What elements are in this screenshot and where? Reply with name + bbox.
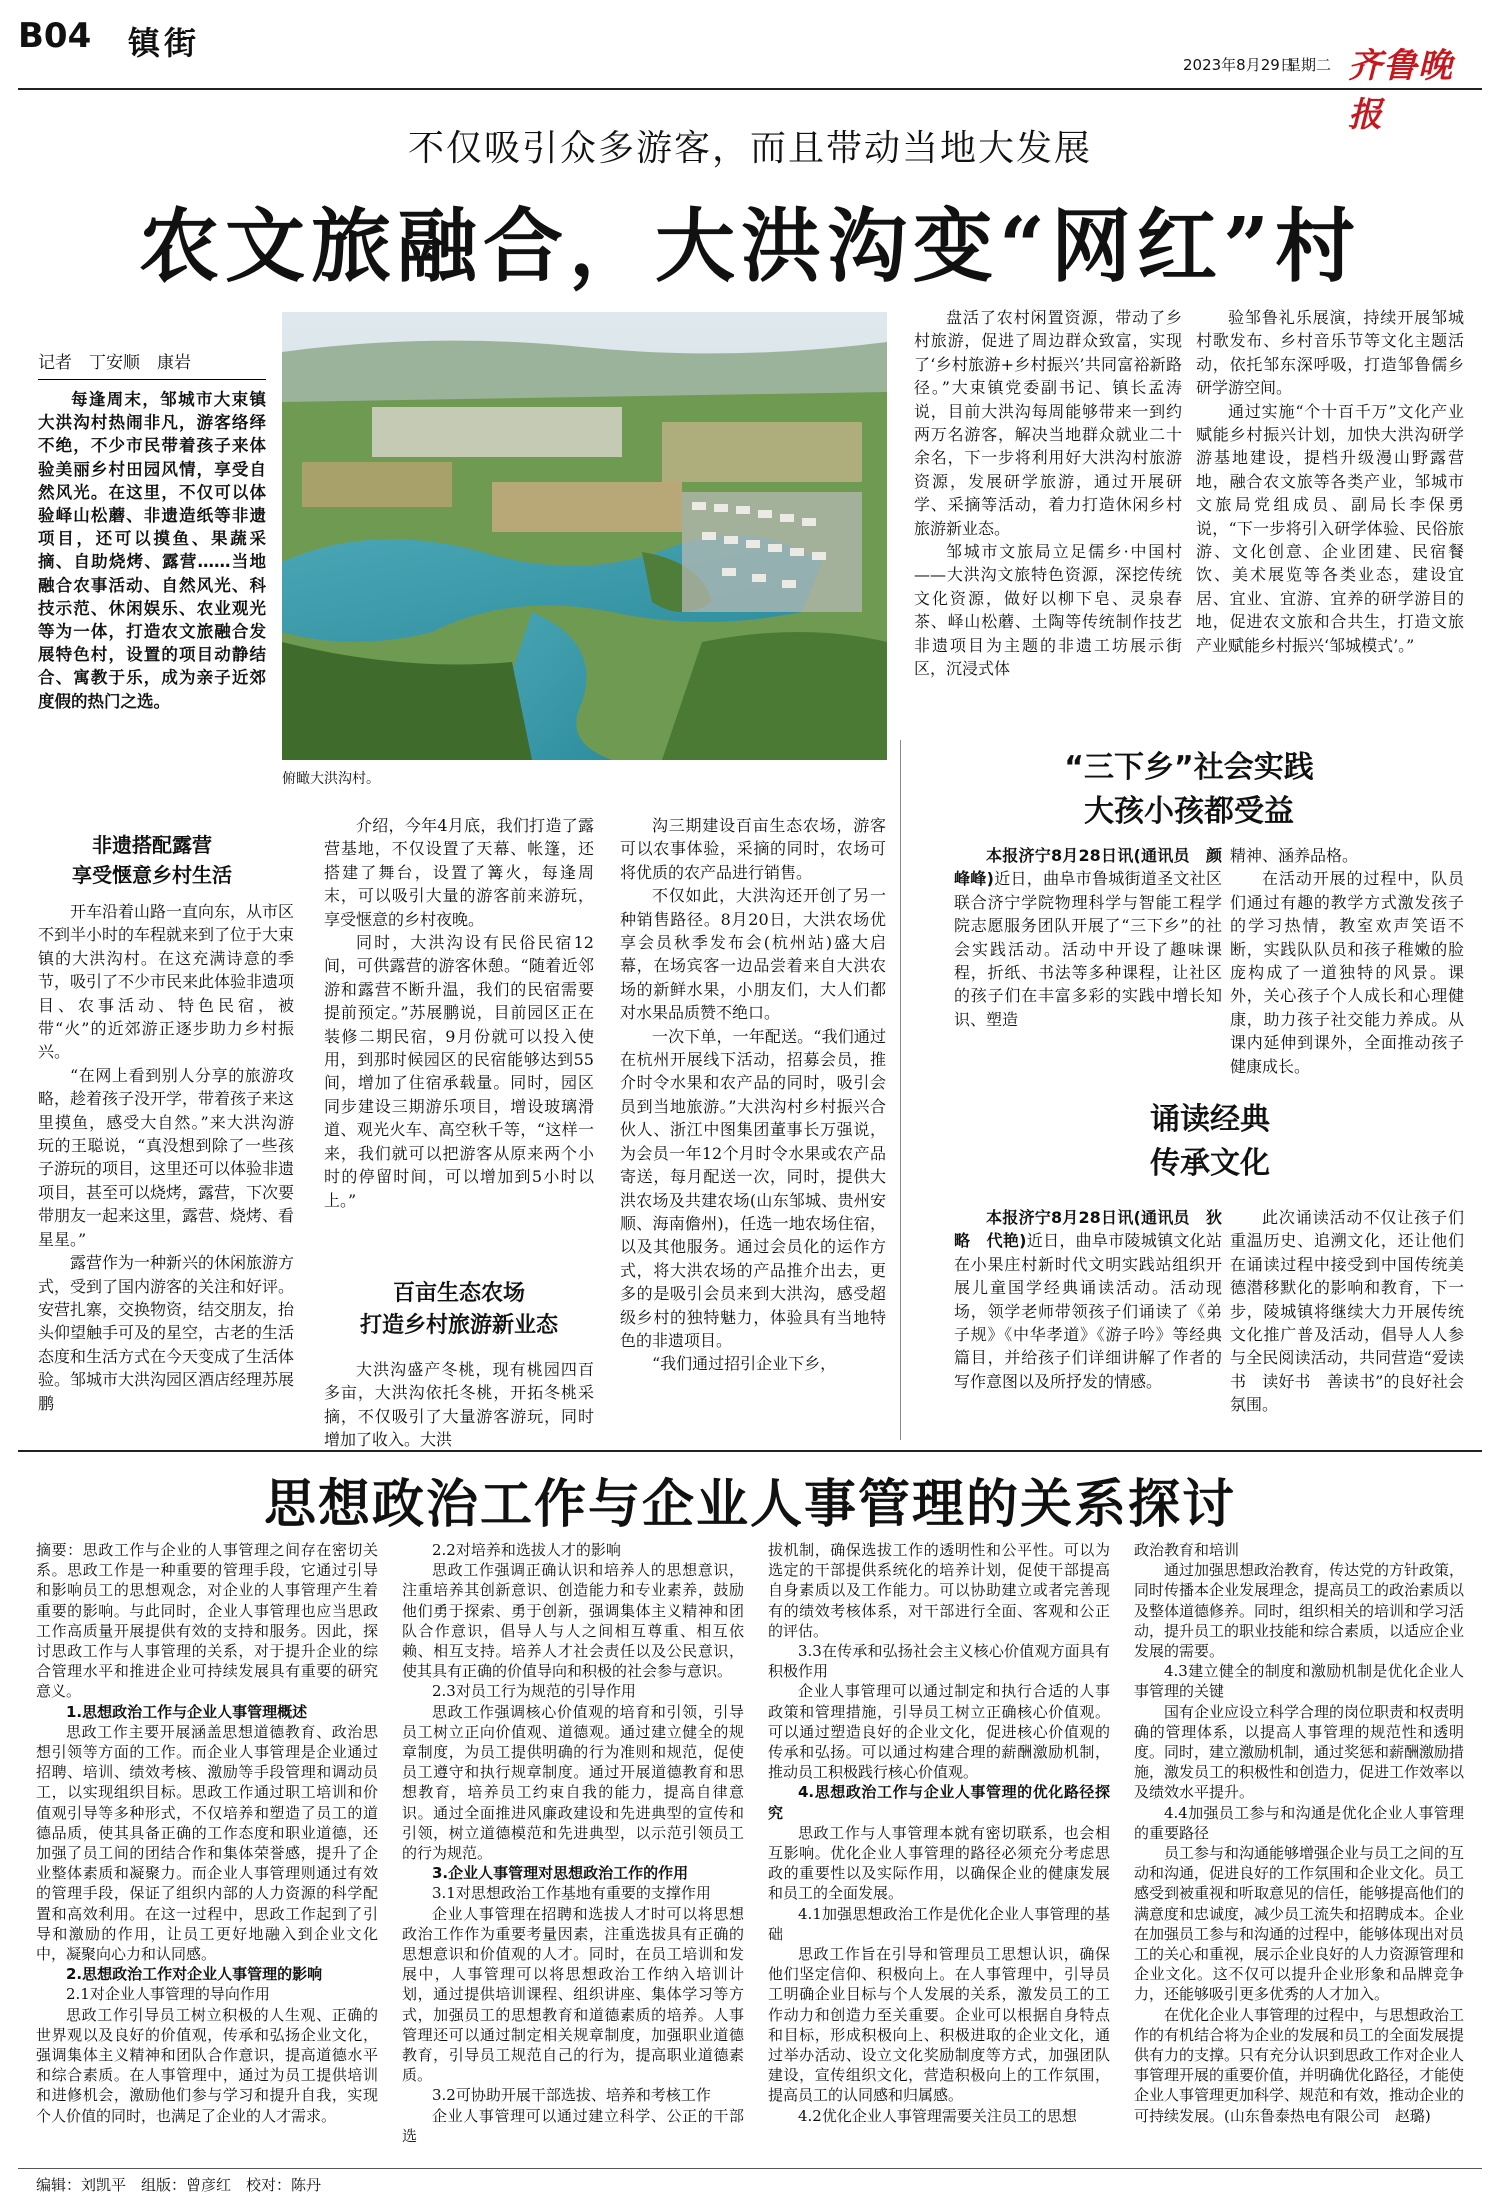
lead-column-3 — [620, 814, 886, 1438]
story3-title-line: 传承文化 — [1150, 1146, 1270, 1181]
essay-column-1 — [36, 1540, 378, 2170]
paragraph: 国有企业应设立科学合理的岗位职责和权责明确的管理体系，以提高人事管理的规范性和透明度。同时，建立激励机制，通过奖惩和薪酬激励措施，激发员工的积极性和创造力，促进工作效率以及绩效水平提升。 — [1134, 1702, 1465, 1802]
paragraph: 思政工作主要开展涵盖思想道德教育、政治思想引领等方面的工作。而企业人事管理是企业通过招聘、培训、绩效考核、激励等手段管理和调动员工，以实现组织目标。思政工作通过职工培训和价值观引导等多种形式，不仅培养和塑造了员工的道德品质，使其具备正确的工作态度和职业道德，还加强了员工间的团结合作和集体荣誉感，提升了企业整体素质和凝聚力。而企业人事管理则通过有效的管理手段，保证了组织内部的人力资源的科学配置和高效利用。在这一过程中，思政工作起到了引导和激励的作用，让员工更好地融入到企业文化中，凝聚向心力和认同感。 — [36, 1722, 378, 1964]
paragraph: 思政工作强调核心价值观的培育和引领，引导员工树立正向价值观、道德观。通过建立健全的规章制度，为员工提供明确的行为准则和规范，促使员工遵守和执行规章制度。通过开展道德教育和思想教育，培养员工约束自我的能力，提高自律意识。通过全面推进风廉政建设和先进典型的宣传和引领，树立道德模范和先进典型，以示范引领员工的行为规范。 — [402, 1702, 744, 1863]
essay-column-4 — [1134, 1540, 1464, 2170]
paragraph: 企业人事管理可以通过建立科学、公正的干部选 — [402, 2106, 744, 2145]
byline: 记者 丁安顺 康岩 — [38, 348, 266, 380]
essay-subheading: 4.2优化企业人事管理需要关注员工的思想 — [798, 2106, 1077, 2125]
issue-weekday: 星期二 — [1286, 56, 1332, 74]
photo-caption: 俯瞰大洪沟村。 — [282, 771, 380, 787]
aerial-photo-illustration — [282, 312, 887, 760]
essay-heading: 3.企业人事管理对思想政治工作的作用 — [432, 1864, 689, 1883]
story2-title-line: “三下乡”社会实践 — [1064, 750, 1314, 785]
essay-title: 思想政治工作与企业人事管理的关系探讨 — [263, 1474, 1236, 1535]
subhead-camping — [38, 830, 266, 890]
lead-column-top-a — [914, 306, 1182, 706]
paragraph: 通过实施“个十百千万”文化产业赋能乡村振兴计划，加快大洪沟研学游基地建设，提档升级漫山野露营地，融合农文旅等各类产业，邹城市文旅局党组成员、副局长李保勇说，“下一步将引入研学体验、民俗旅游、文化创意、企业团建、民宿餐饮、美术展览等各类业态，建设宜居、宜业、宜游、宜养的研学游目的地，促进农文旅和合共生，打造文旅产业赋能乡村振兴‘邹城模式’。” — [1196, 401, 1464, 655]
paragraph: 在活动开展的过程中，队员们通过有趣的教学方式激发孩子的学习热情，教室欢声笑语不断，实践队队员和孩子稚嫩的脸庞构成了一道独特的风景。课外，关心孩子个人成长和心理健康，助力孩子社交能力养成。从课内延伸到课外，全面推动孩子健康成长。 — [1230, 869, 1464, 1076]
paragraph: 在优化企业人事管理的过程中，与思想政治工作的有机结合将为企业的发展和员工的全面发展提供有力的支撑。只有充分认识到思政工作对企业人事管理开展的重要价值，并明确优化路径，才能使企业人事管理更加科学、规范和有效，推动企业的可持续发展。(山东鲁泰热电有限公司 赵璐) — [1134, 2005, 1465, 2125]
paragraph: 精神、涵养品格。 — [1230, 846, 1359, 865]
lead-subtitle: 不仅吸引众多游客，而且带动当地大发展 — [407, 128, 1092, 169]
paragraph: 近日，曲阜市陵城镇文化站在小果庄村新时代文明实践站组织开展儿童国学经典诵读活动。活动现场，领学老师带领孩子们诵读了《弟子规》《中华孝道》《游子吟》等经典篇目，并给孩子们详细讲解了作者的写作意图以及所抒发的情感。 — [954, 1231, 1222, 1391]
essay-heading: 1.思想政治工作与企业人事管理概述 — [66, 1702, 308, 1721]
lead-column-2b — [324, 1358, 594, 1450]
abstract: 摘要：思政工作与企业的人事管理之间存在密切关系。思政工作是一种重要的管理手段，它通过引导和影响员工的思想观念，对企业的人事管理产生着重要的影响。与此同时，企业人事管理也应当思政工作高质量开展提供有效的支持和服务。因此，探讨思政工作与人事管理的关系，对于提升企业的综合管理水平和推进企业可持续发展具有重要的研究意义。 — [36, 1541, 378, 1701]
paragraph: 此次诵读活动不仅让孩子们重温历史、追溯文化，还让他们在诵读过程中接受到中国传统美德潜移默化的影响和教育，下一步，陵城镇将继续大力开展传统文化推广普及活动，倡导人人参与全民阅读活动，共同营造“爱读书 读好书 善读书”的良好社会氛围。 — [1230, 1208, 1464, 1415]
essay-heading: 2.思想政治工作对企业人事管理的影响 — [66, 1965, 323, 1984]
dateline: 本报济宁8月28日讯(通讯员 狄略 代艳) — [954, 1208, 1222, 1251]
essay-subheading: 3.1对思想政治工作基地有重要的支撑作用 — [432, 1884, 711, 1903]
story2-title — [914, 746, 1464, 834]
section-divider — [18, 1450, 1482, 1452]
essay-column-2 — [402, 1540, 744, 2170]
subhead-farm — [324, 1278, 594, 1342]
essay-subheading: 3.3在传承和弘扬社会主义核心价值观方面具有积极作用 — [768, 1642, 1110, 1681]
story2-column-a — [954, 844, 1222, 1092]
essay-subheading: 政治教育和培训 — [1134, 1541, 1240, 1559]
subhead-line: 非遗搭配露营 — [92, 833, 212, 857]
essay-subheading: 4.3建立健全的制度和激励机制是优化企业人事管理的关键 — [1134, 1662, 1464, 1701]
essay-subheading: 2.3对员工行为规范的引导作用 — [432, 1682, 636, 1701]
lead-column-2 — [324, 814, 594, 1254]
paragraph: 大洪沟盛产冬桃，现有桃园四百多亩，大洪沟依托冬桃，开拓冬桃采摘，不仅吸引了大量游客游玩，同时增加了收入。大洪 — [324, 1360, 594, 1450]
story3-column-b — [1230, 1206, 1464, 1440]
village-aerial-photo — [282, 312, 887, 760]
essay-subheading: 2.1对企业人事管理的导向作用 — [66, 1985, 270, 2004]
paragraph: “我们通过招引企业下乡， — [652, 1354, 837, 1374]
paragraph: 盘活了农村闲置资源，带动了乡村旅游，促进了周边群众致富，实现了‘乡村旅游+乡村振兴’共同富裕新路径。”大束镇党委副书记、镇长孟涛说，目前大洪沟每周能够带来一到约两万名游客，解决当地群众就业二十余名，下一步将利用好大洪沟村旅游资源，发展研学旅游，通过开展研学、采摘等活动，着力打造休闲乡村旅游新业态。 — [914, 308, 1182, 538]
dateline: 本报济宁8月28日讯(通讯员 颜峰峰) — [954, 846, 1222, 889]
paragraph: “在网上看到别人分享的旅游攻略，趁着孩子没开学，带着孩子来这里摸鱼，感受大自然。”来大洪沟游玩的王聪说，“真没想到除了一些孩子游玩的项目，这里还可以体验非遗项目，甚至可以烧烤，露营，下次要带朋友一起来这里，露营、烧烤、看星星。” — [38, 1065, 295, 1249]
story3-title — [1090, 1098, 1330, 1186]
section-name: 镇街 — [128, 24, 201, 62]
paragraph: 介绍，今年4月底，我们打造了露营基地，不仅设置了天幕、帐篷，还搭建了舞台，设置了篝火，每逢周末，可以吸引大量的游客前来游玩，享受惬意的乡村夜晚。 — [324, 816, 594, 929]
lead-title: 农文旅融合，大洪沟变“网红”村 — [138, 199, 1362, 293]
paragraph: 露营作为一种新兴的休闲旅游方式，受到了国内游客的关注和好评。安营扎寨，交换物资，结交朋友，抬头仰望触手可及的星空，古老的生活态度和生活方式在今天变成了生活体验。邹城市大洪沟园区酒店经理苏展鹏 — [38, 1253, 295, 1413]
paragraph: 邹城市文旅局立足儒乡·中国村——大洪沟文旅特色资源，深挖传统文化资源，做好以柳下皂、灵泉春茶、峄山松蘑、土陶等传统制作技艺非遗项目为主题的非遗工坊展示街区，沉浸式体 — [914, 542, 1182, 679]
lead-intro — [38, 388, 266, 758]
paragraph: 一次下单，一年配送。“我们通过在杭州开展线下活动，招募会员，推介时令水果和农产品的同时，吸引会员到当地旅游。”大洪沟村乡村振兴合伙人、浙江中图集团董事长万强说，为会员一年12个月时令水果或农产品寄送，每月配送一次，同时，提供大洪农场及共建农场(山东邹城、贵州安顺、海南儋州)，任选一地农场住宿，以及其他服务。通过会员化的运作方式，将大洪农场的产品推介出去，更多的是吸引会员来到大洪沟，感受超级乡村的独特魅力，体验具有当地特色的非遗项目。 — [620, 1026, 886, 1350]
paragraph: 思政工作旨在引导和管理员工思想认识，确保他们坚定信仰、积极向上。在人事管理中，引导员工明确企业目标与个人发展的关系，激发员工的工作动力和创造力至关重要。企业可以根据自身特点和目标，形成积极向上、积极进取的企业文化，通过举办活动、设立文化奖励制度等方式，加强团队建设，宣传组织文化，营造积极向上的工作氛围，提高员工的认同感和归属感。 — [768, 1945, 1110, 2105]
paragraph: 开车沿着山路一直向东，从市区不到半小时的车程就来到了位于大束镇的大洪沟村。在这充满诗意的季节，吸引了不少市民来此体验非遗项目、农事活动、特色民宿，被带“火”的近郊游正逐步助力乡村振兴。 — [38, 902, 295, 1062]
story2-title-line: 大孩小孩都受益 — [1084, 794, 1294, 829]
subhead-line: 享受惬意乡村生活 — [72, 863, 232, 887]
paragraph: 同时，大洪沟设有民俗民宿12间，可供露营的游客休憩。“随着近邻游和露营不断升温，我们的民宿需要提前预定。”苏展鹏说，目前园区正在装修二期民宿，9月份就可以投入使用，到那时候园区的民宿能够达到55间，增加了住宿承载量。同时，园区同步建设三期游乐项目，增设玻璃滑道、观光火车、高空秋千等，“这样一来，我们就可以把游客从原来两个小时的停留时间，可以增加到5小时以上。” — [324, 933, 594, 1210]
essay-subheading: 4.4加强员工参与和沟通是优化企业人事管理的重要路径 — [1134, 1803, 1464, 1842]
issue-date: 2023年8月29日 — [1183, 56, 1295, 74]
paragraph: 思政工作与人事管理本就有密切联系，也会相互影响。优化企业人事管理的路径必须充分考虑思政的重要性以及实际作用，以确保企业的健康发展和员工的全面发展。 — [768, 1823, 1110, 1903]
paragraph: 员工参与和沟通能够增强企业与员工之间的互动和沟通，促进良好的工作氛围和企业文化。员工感受到被重视和听取意见的信任，能够提高他们的满意度和忠诚度，减少员工流失和招聘成本。企业在加强员工参与和沟通的过程中，能够体现出对员工的关心和重视，展示企业良好的人力资源管理和企业文化。这不仅可以提升企业形象和品牌竞争力，还能够吸引更多优秀的人才加入。 — [1134, 1844, 1465, 2004]
page-number: B04 — [18, 16, 92, 56]
editor-credits: 编辑：刘凯平 组版：曾彦红 校对：陈丹 — [36, 2176, 322, 2194]
paragraph: 不仅如此，大洪沟还开创了另一种销售路径。8月20日，大洪农场优享会员秋季发布会(杭州站)盛大启幕，在场宾客一边品尝着来自大洪农场的新鲜水果，小朋友们，大人们都对水果品质赞不绝口。 — [620, 886, 886, 1023]
essay-heading: 4.思想政治工作与企业人事管理的优化路径探究 — [768, 1783, 1110, 1822]
paragraph: 沟三期建设百亩生态农场，游客可以农事体验，采摘的同时，农场可将优质的农产品进行销售。 — [620, 816, 886, 882]
essay-subheading: 3.2可协助开展干部选拔、培养和考核工作 — [432, 2086, 711, 2105]
paragraph: 企业人事管理可以通过制定和执行合适的人事政策和管理措施，引导员工树立正确核心价值观。可以通过塑造良好的企业文化，促进核心价值观的传承和弘扬。可以通过构建合理的薪酬激励机制，推动员工积极践行核心价值观。 — [768, 1682, 1110, 1782]
lead-intro-text: 每逢周末，邹城市大束镇大洪沟村热闹非凡，游客络绎不绝，不少市民带着孩子来体验美丽乡村田园风情，享受自然风光。在这里，不仅可以体验峄山松蘑、非遗造纸等非遗项目，还可以摸鱼、果蔬采摘、自助烧烤、露营……当地融合农事活动、自然风光、科技示范、休闲娱乐、农业观光等为一体，打造农文旅融合发展特色村，设置的项目动静结合、寓教于乐，成为亲子近郊度假的热门之选。 — [38, 390, 266, 711]
paragraph: 企业人事管理在招聘和选拔人才时可以将思想政治工作作为重要考量因素，注重选拔具有正确的思想意识和价值观的人才。同时，在员工培训和发展中，人事管理可以将思想政治工作纳入培训计划，通过提供培训课程、组织讲座、集体学习等方式，加强员工的思想教育和道德素质的培养。人事管理还可以通过制定相关规章制度，加强职业道德教育，引导员工规范自己的行为，提高职业道德素质。 — [402, 1904, 744, 2085]
lead-column-top-b — [1196, 306, 1464, 706]
subhead-line: 打造乡村旅游新业态 — [359, 1313, 558, 1338]
story2-column-b — [1230, 844, 1464, 1092]
page-header — [18, 10, 1482, 135]
essay-subheading: 2.2对培养和选拔人才的影响 — [432, 1541, 621, 1559]
story3-title-line: 诵读经典 — [1150, 1102, 1270, 1137]
paragraph: 通过加强思想政治教育，传达党的方针政策，同时传播本企业发展理念，提高员工的政治素质以及整体道德修养。同时，组织相关的培训和学习活动，提升员工的职业技能和综合素质，以适应企业发展的需要。 — [1134, 1561, 1465, 1661]
subhead-line: 百亩生态农场 — [392, 1281, 525, 1306]
column-divider — [900, 740, 901, 1440]
paragraph: 拔机制，确保选拔工作的透明性和公平性。可以为选定的干部提供系统化的培养计划，促使干部提高自身素质以及工作能力。可以协助建立或者完善现有的绩效考核体系，对干部进行全面、客观和公正的评估。 — [768, 1541, 1110, 1640]
paragraph: 思政工作引导员工树立积极的人生观、正确的世界观以及良好的价值观，传承和弘扬企业文化，强调集体主义精神和团队合作意识，提高道德水平和综合素质。在人事管理中，通过为员工提供培训和进修机会，激励他们参与学习和提升自我，实现个人价值的同时，也满足了企业的人才需求。 — [36, 2005, 378, 2125]
paragraph: 验邹鲁礼乐展演，持续开展邹城村歌发布、乡村音乐节等文化主题活动，依托邹东深呼吸，打造邹鲁儒乡研学游空间。 — [1196, 308, 1464, 398]
essay-subheading: 4.1加强思想政治工作是优化企业人事管理的基础 — [768, 1904, 1110, 1943]
essay-column-3 — [768, 1540, 1110, 2170]
lead-byline-block — [38, 348, 266, 380]
paragraph: 思政工作强调正确认识和培养人的思想意识，注重培养其创新意识、创造能力和专业素养，鼓励他们勇于探索、勇于创新，强调集体主义精神和团队合作意识，倡导人与人之间相互尊重、相互依赖、相互支持。培养人才社会责任以及公民意识，使其具有正确的价值导向和积极的社会参与意识。 — [402, 1561, 744, 1681]
paragraph: 近日，曲阜市鲁城街道圣文社区联合济宁学院物理科学与智能工程学院志愿服务团队开展了“三下乡”的社会实践活动。活动中开设了趣味课程，折纸、书法等多种课程，让社区的孩子们在丰富多彩的实践中增长知识、塑造 — [954, 869, 1222, 1029]
story3-column-a — [954, 1206, 1222, 1440]
footer-divider — [18, 2168, 1482, 2169]
newspaper-logo: 齐鲁晚报 — [1348, 46, 1453, 135]
lead-column-1 — [38, 900, 294, 1436]
